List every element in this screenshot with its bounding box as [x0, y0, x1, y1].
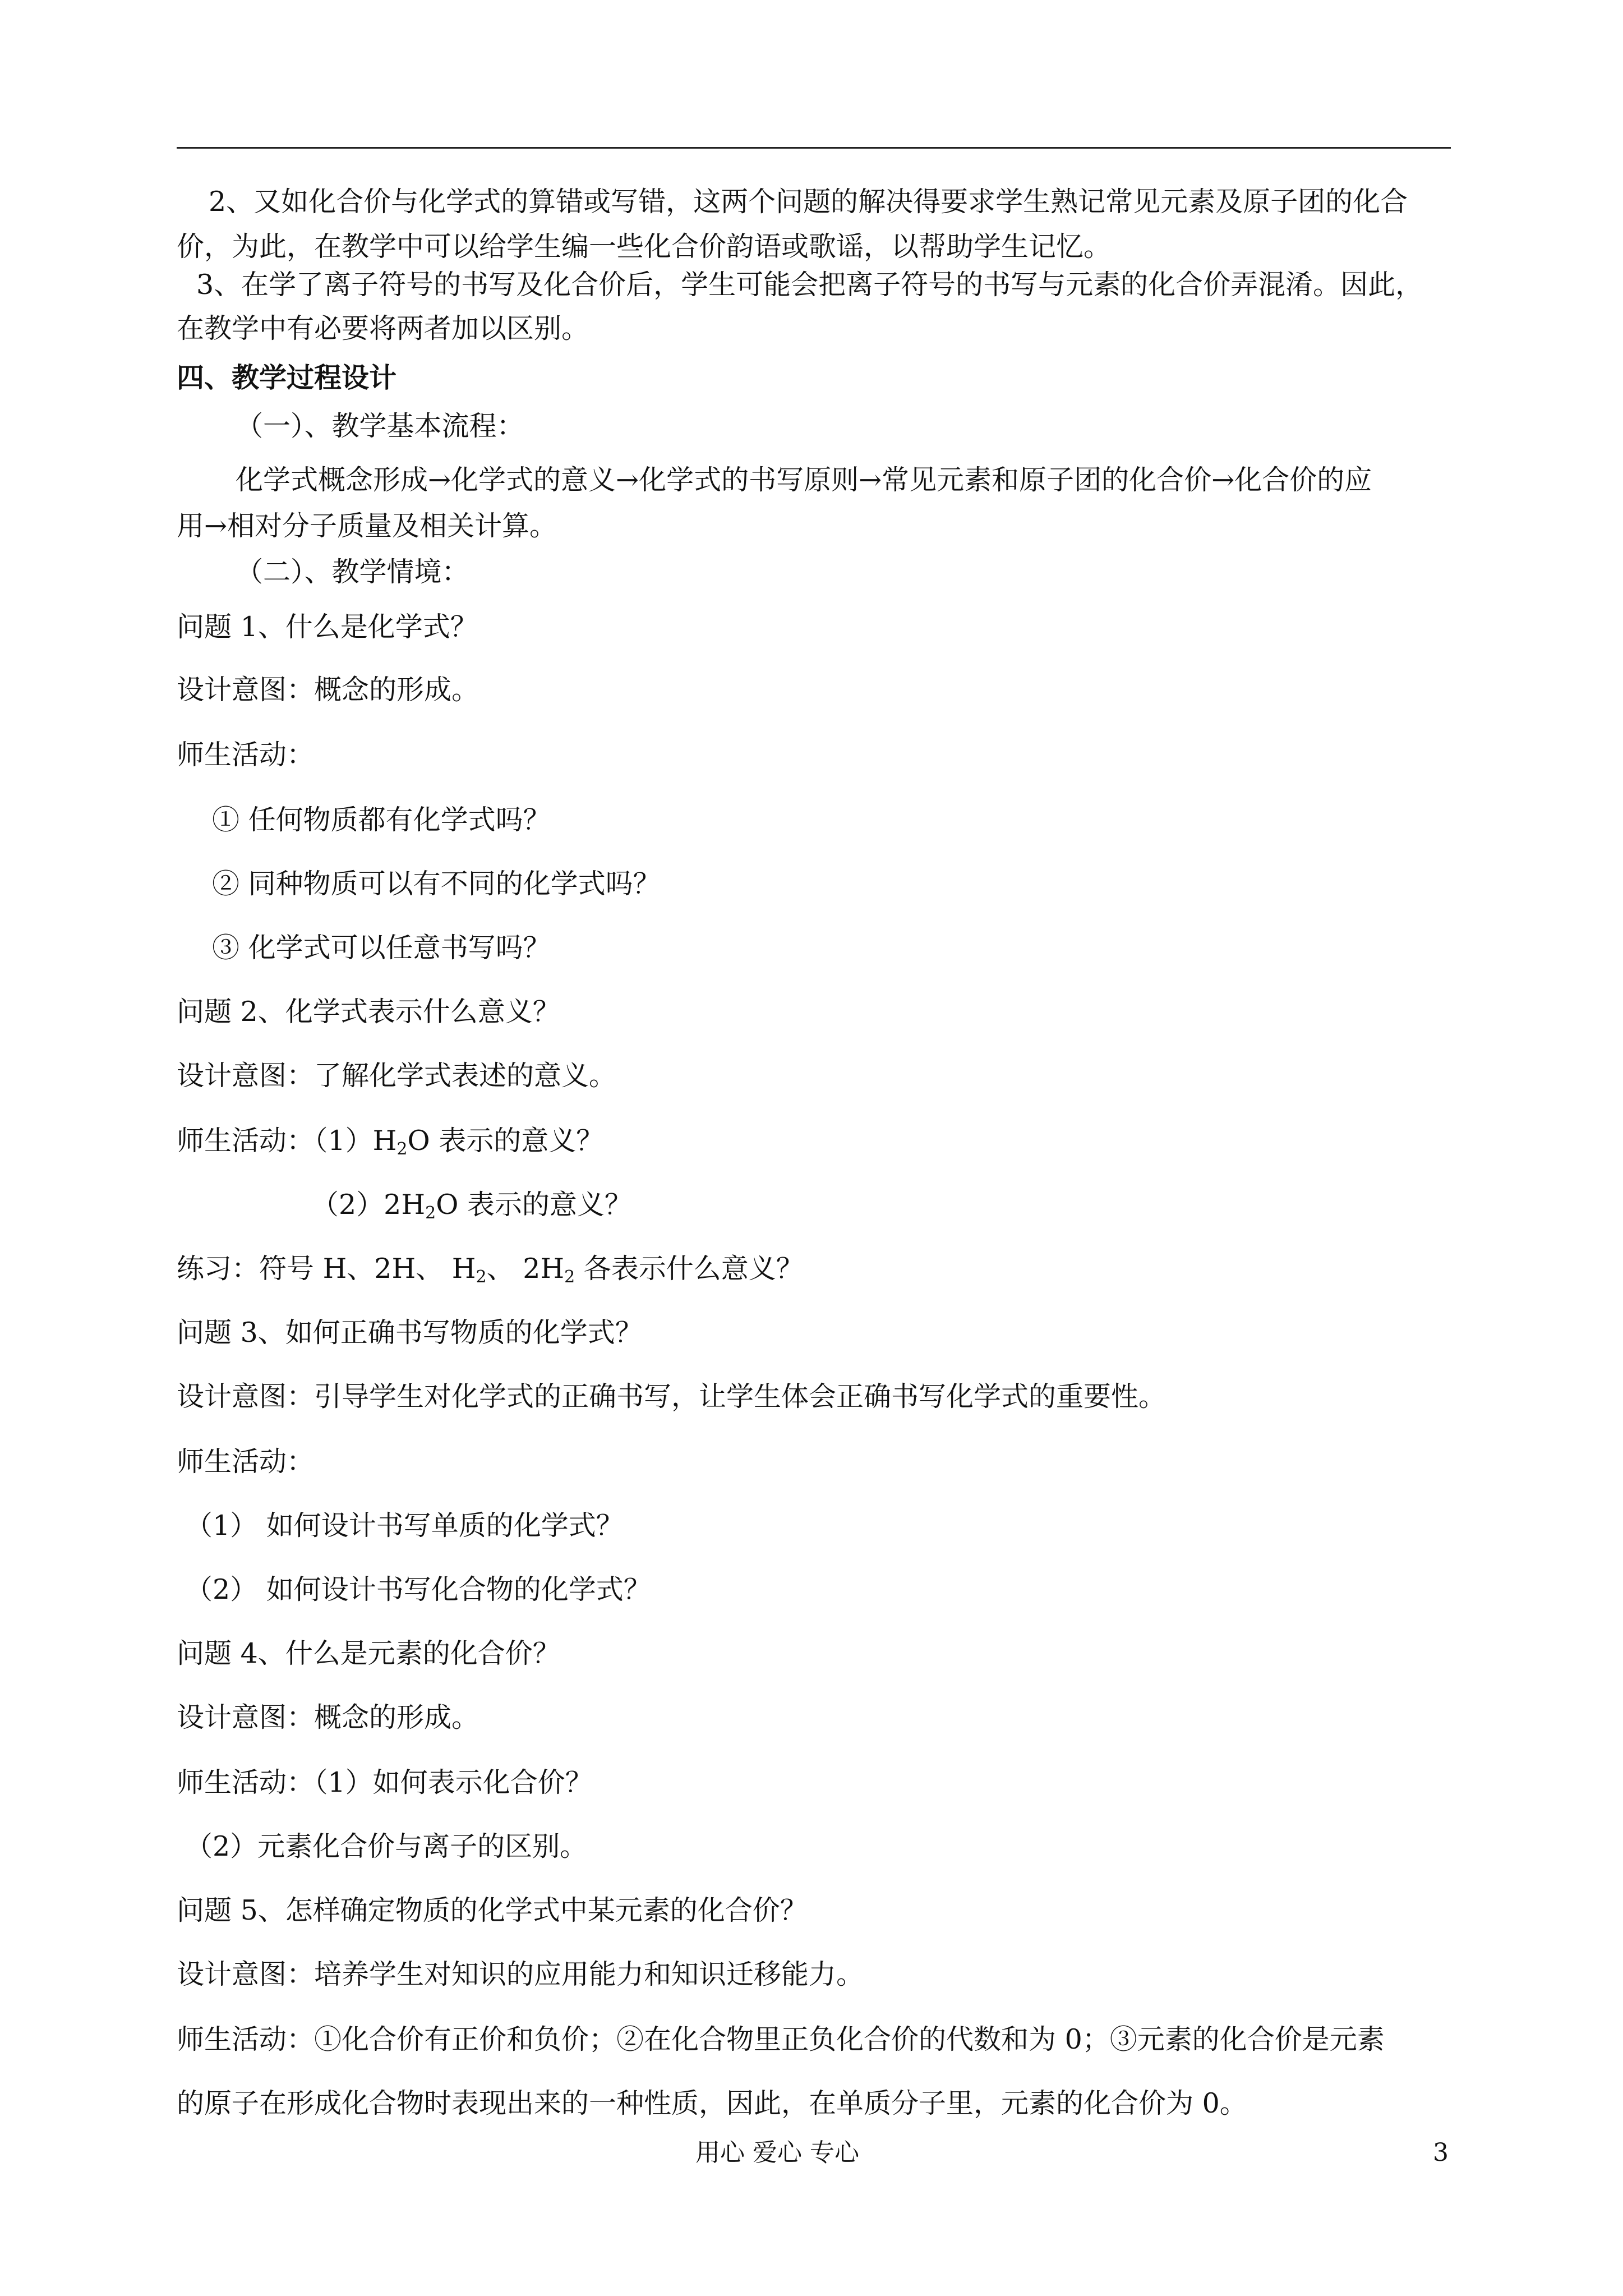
question-2-exercise: 练习：符号 H、2H、 $H_2$、 $2H_2$ 各表示什么意义？	[177, 1253, 804, 1287]
question-2-item-2: $(2)2H_2O$ 表示的意义？	[311, 1189, 632, 1223]
question-3-intent: 设计意图：引导学生对化学式的正确书写，让学生体会正确书写化学式的重要性。	[177, 1381, 1166, 1412]
question-1-activity: 师生活动：	[177, 739, 315, 771]
question-5-activity-line-2: 的原子在形成化合物时表现出来的一种性质，因此，在单质分子里，元素的化合价为 0。	[177, 2087, 1247, 2119]
question-3-activity: 师生活动：	[177, 1446, 315, 1478]
question-4-intent: 设计意图：概念的形成。	[177, 1701, 479, 1733]
question-3: 问题 3、如何正确书写物质的化学式？	[177, 1317, 643, 1349]
section-4-subheading-1: （一）、教学基本流程：	[236, 410, 524, 442]
section-4-heading: 四、教学过程设计	[177, 362, 397, 394]
question-4-activity: 师生活动：（1）如何表示化合价？	[177, 1766, 593, 1798]
paragraph-2-line-2: 价，为此，在教学中可以给学生编一些化合价韵语或歌谣，以帮助学生记忆。	[177, 231, 1112, 263]
footer-motto: 用心 爱心 专心	[695, 2138, 859, 2167]
question-5-intent: 设计意图：培养学生对知识的应用能力和知识迁移能力。	[177, 1958, 864, 1990]
question-2-intent: 设计意图：了解化学式表述的意义。	[177, 1060, 617, 1092]
question-1: 问题 1、什么是化学式？	[177, 611, 478, 643]
question-2: 问题 2、化学式表示什么意义？	[177, 996, 560, 1028]
question-2-activity: 师生活动：$(1)H_2O$ 表示的意义？	[177, 1125, 604, 1159]
question-4: 问题 4、什么是元素的化合价？	[177, 1637, 560, 1669]
flow-line-1: 化学式概念形成→化学式的意义→化学式的书写原则→常见元素和原子团的化合价→化合价的应	[236, 464, 1372, 496]
paragraph-3-line-2: 在教学中有必要将两者加以区别。	[177, 312, 589, 344]
paragraph-3-line-1: 3、在学了离子符号的书写及化合价后，学生可能会把离子符号的书写与元素的化合价弄混淆。因此，	[196, 269, 1423, 301]
question-1-intent: 设计意图：概念的形成。	[177, 674, 479, 706]
question-4-item-2: （2）元素化合价与离子的区别。	[185, 1830, 588, 1862]
question-1-item-2: ② 同种物质可以有不同的化学式吗？	[212, 868, 661, 900]
section-4-subheading-2: （二）、教学情境：	[236, 556, 469, 588]
question-1-item-1: ① 任何物质都有化学式吗？	[212, 804, 551, 836]
question-5: 问题 5、怎样确定物质的化学式中某元素的化合价？	[177, 1894, 808, 1926]
question-3-item-2: （2） 如何设计书写化合物的化学式？	[185, 1573, 651, 1605]
paragraph-2-line-1: 2、又如化合价与化学式的算错或写错，这两个问题的解决得要求学生熟记常见元素及原子团的化合	[209, 186, 1408, 218]
page-number: 3	[1433, 2138, 1449, 2167]
question-5-activity-line-1: 师生活动：①化合价有正价和负价；②在化合物里正负化合价的代数和为 0；③元素的化合价是元素	[177, 2023, 1385, 2055]
header-rule	[177, 147, 1451, 149]
flow-line-2: 用→相对分子质量及相关计算。	[177, 510, 557, 542]
question-1-item-3: ③ 化学式可以任意书写吗？	[212, 932, 551, 964]
question-3-item-1: （1） 如何设计书写单质的化学式？	[185, 1510, 624, 1542]
